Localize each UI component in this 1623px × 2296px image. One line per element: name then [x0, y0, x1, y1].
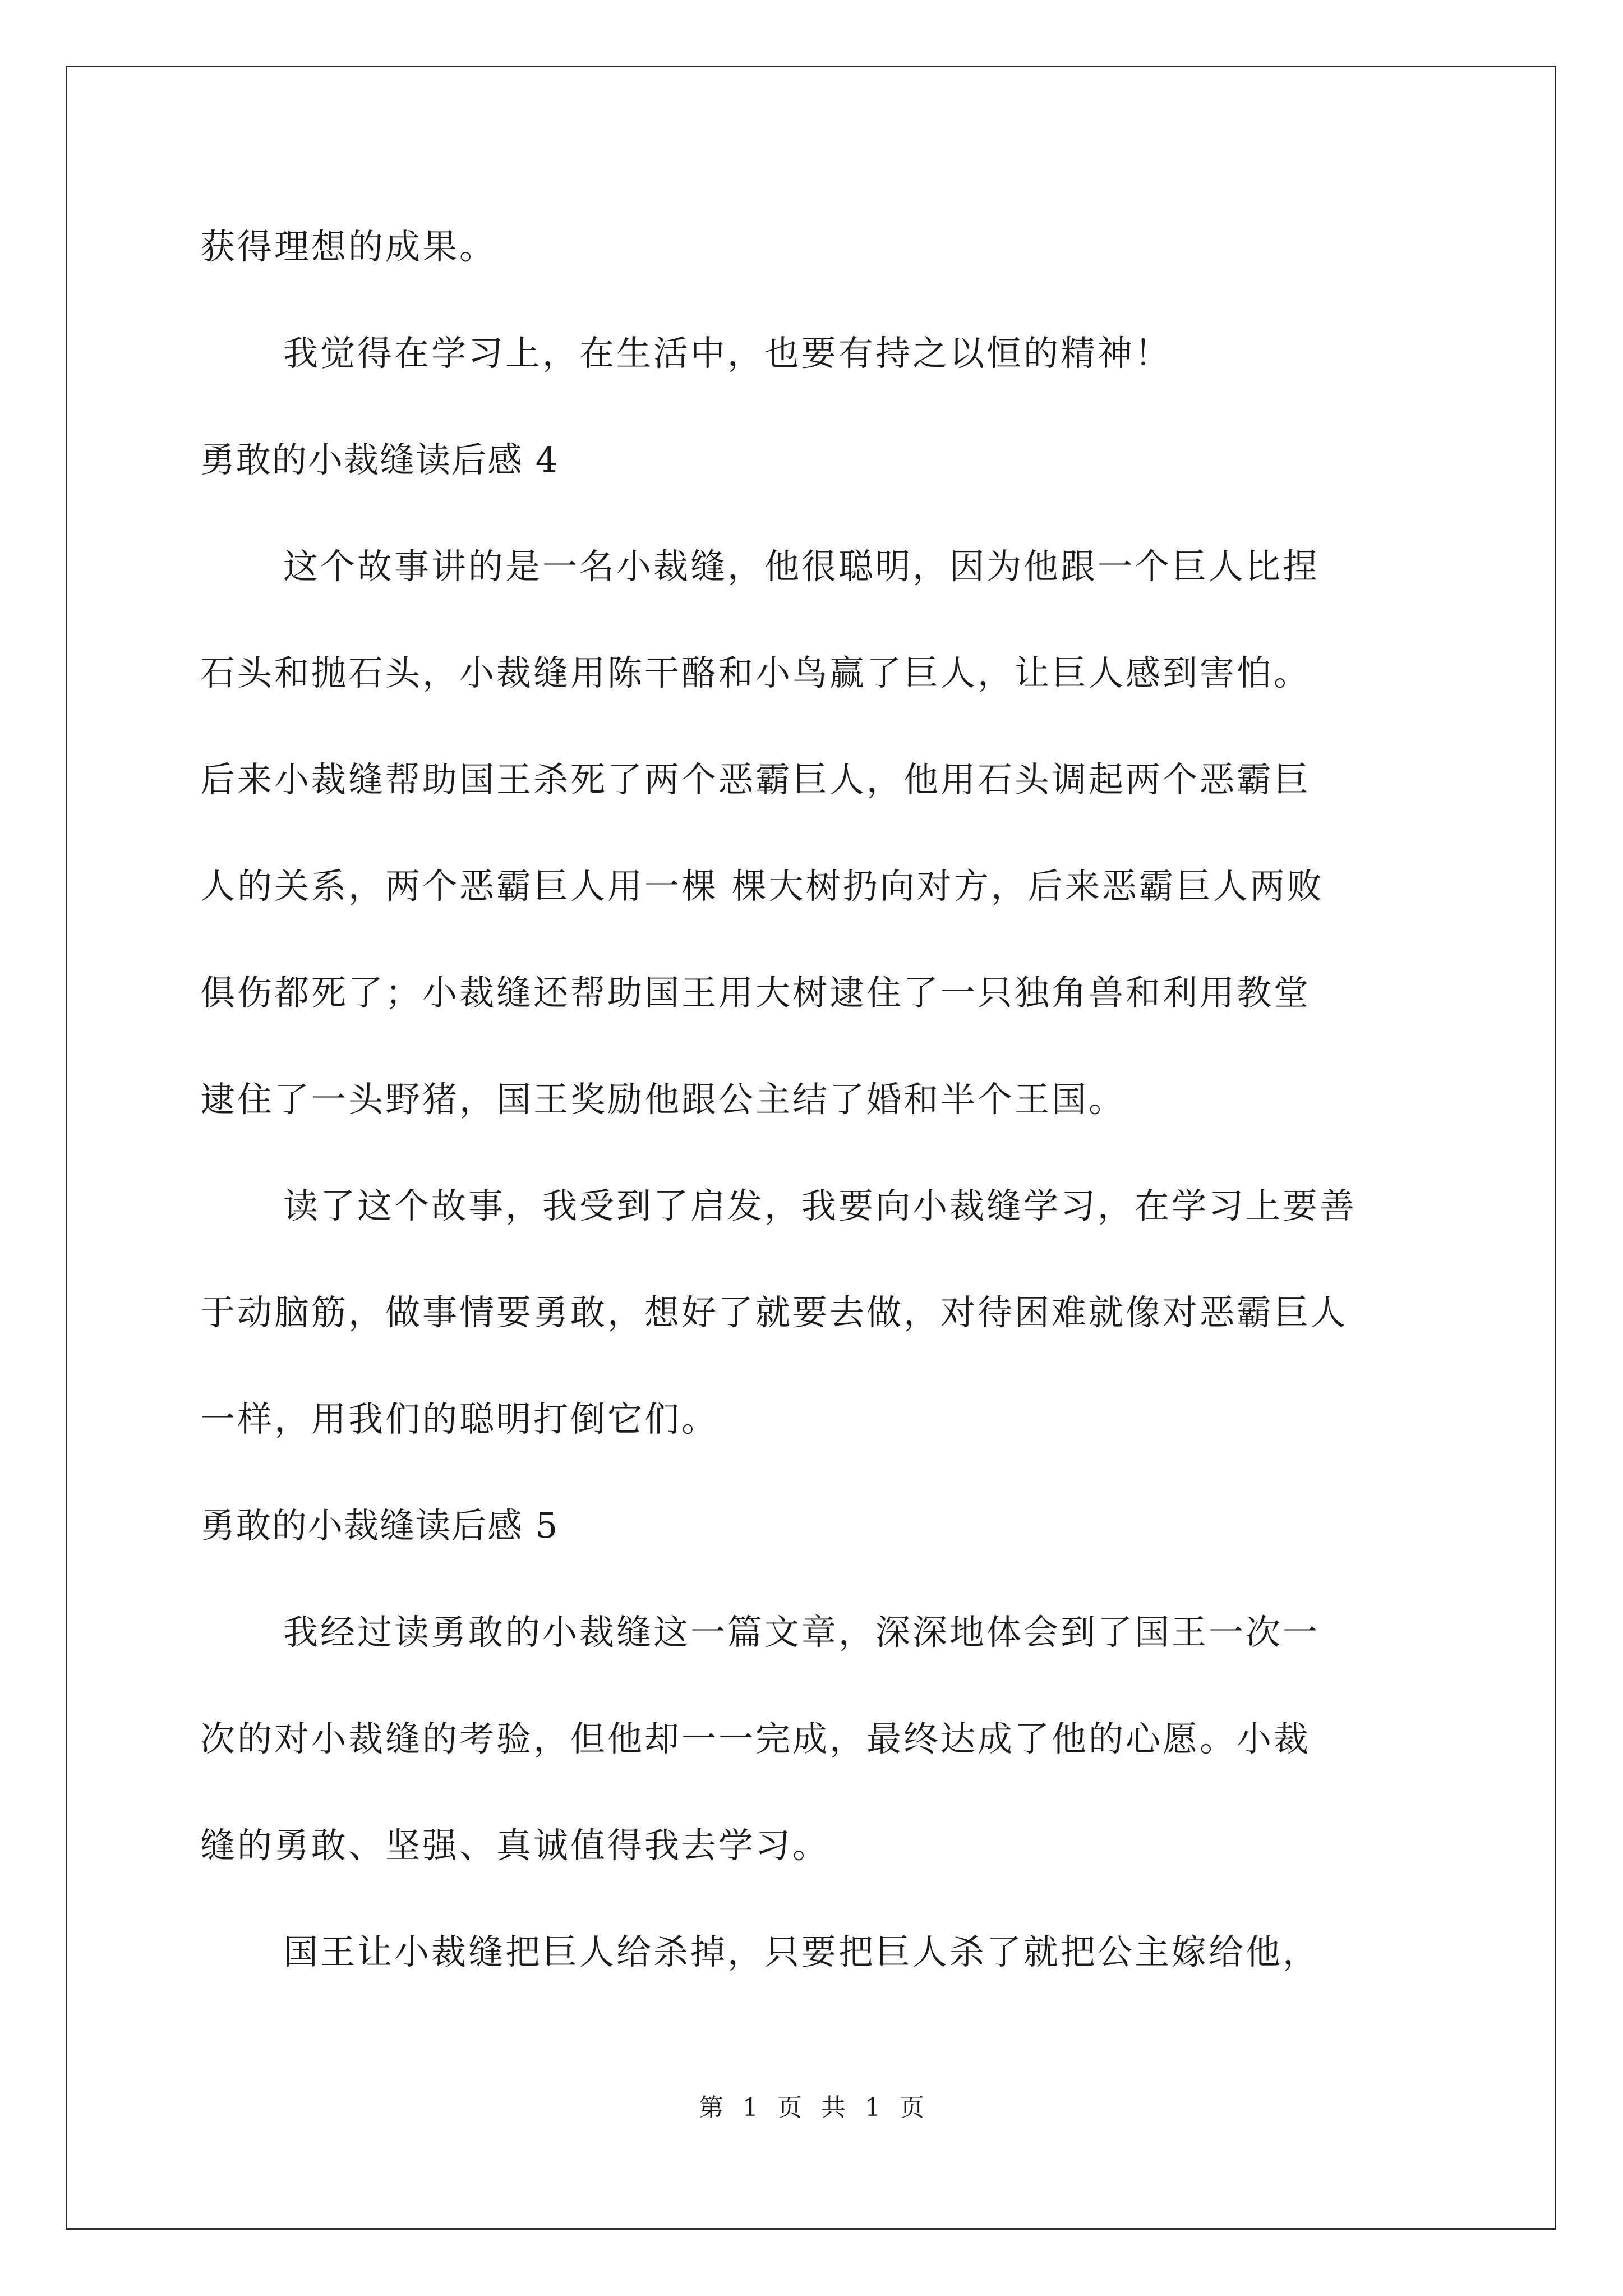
text-line: 这个故事讲的是一名小裁缝，他很聪明，因为他跟一个巨人比捏: [283, 546, 1320, 587]
text-line: 获得理想的成果。: [200, 226, 497, 267]
text-line: 读了这个故事，我受到了启发，我要向小裁缝学习，在学习上要善: [283, 1185, 1357, 1226]
page-total: 共 1 页: [821, 2093, 924, 2122]
text-line: 石头和抛石头，小裁缝用陈干酪和小鸟赢了巨人，让巨人感到害怕。: [200, 652, 1311, 693]
text-line: 人的关系，两个恶霸巨人用一棵 棵大树扔向对方，后来恶霸巨人两败: [200, 866, 1324, 907]
section-heading: 勇敢的小裁缝读后感 5: [200, 1505, 559, 1546]
text-line: 逮住了一头野猪，国王奖励他跟公主结了婚和半个王国。: [200, 1079, 1126, 1120]
text-line: 次的对小裁缝的考验，但他却一一完成，最终达成了他的心愿。小裁: [200, 1718, 1311, 1759]
text-line: 后来小裁缝帮助国王杀死了两个恶霸巨人，他用石头调起两个恶霸巨: [200, 759, 1311, 800]
text-line: 国王让小裁缝把巨人给杀掉，只要把巨人杀了就把公主嫁给他，: [283, 1931, 1320, 1972]
page-border: [66, 66, 1556, 2230]
text-line: 一样，用我们的聪明打倒它们。: [200, 1398, 719, 1439]
section-heading: 勇敢的小裁缝读后感 4: [200, 439, 559, 480]
page-footer: [0, 2092, 1623, 2124]
page-number: 第 1 页: [699, 2093, 802, 2122]
text-line: 于动脑筋，做事情要勇敢，想好了就要去做，对待困难就像对恶霸巨人: [200, 1292, 1348, 1333]
text-line: 我觉得在学习上，在生活中，也要有持之以恒的精神！: [283, 333, 1172, 374]
text-line: 缝的勇敢、坚强、真诚值得我去学习。: [200, 1825, 830, 1866]
text-line: 俱伤都死了；小裁缝还帮助国王用大树逮住了一只独角兽和利用教堂: [200, 972, 1311, 1013]
text-line: 我经过读勇敢的小裁缝这一篇文章，深深地体会到了国王一次一: [283, 1612, 1320, 1653]
